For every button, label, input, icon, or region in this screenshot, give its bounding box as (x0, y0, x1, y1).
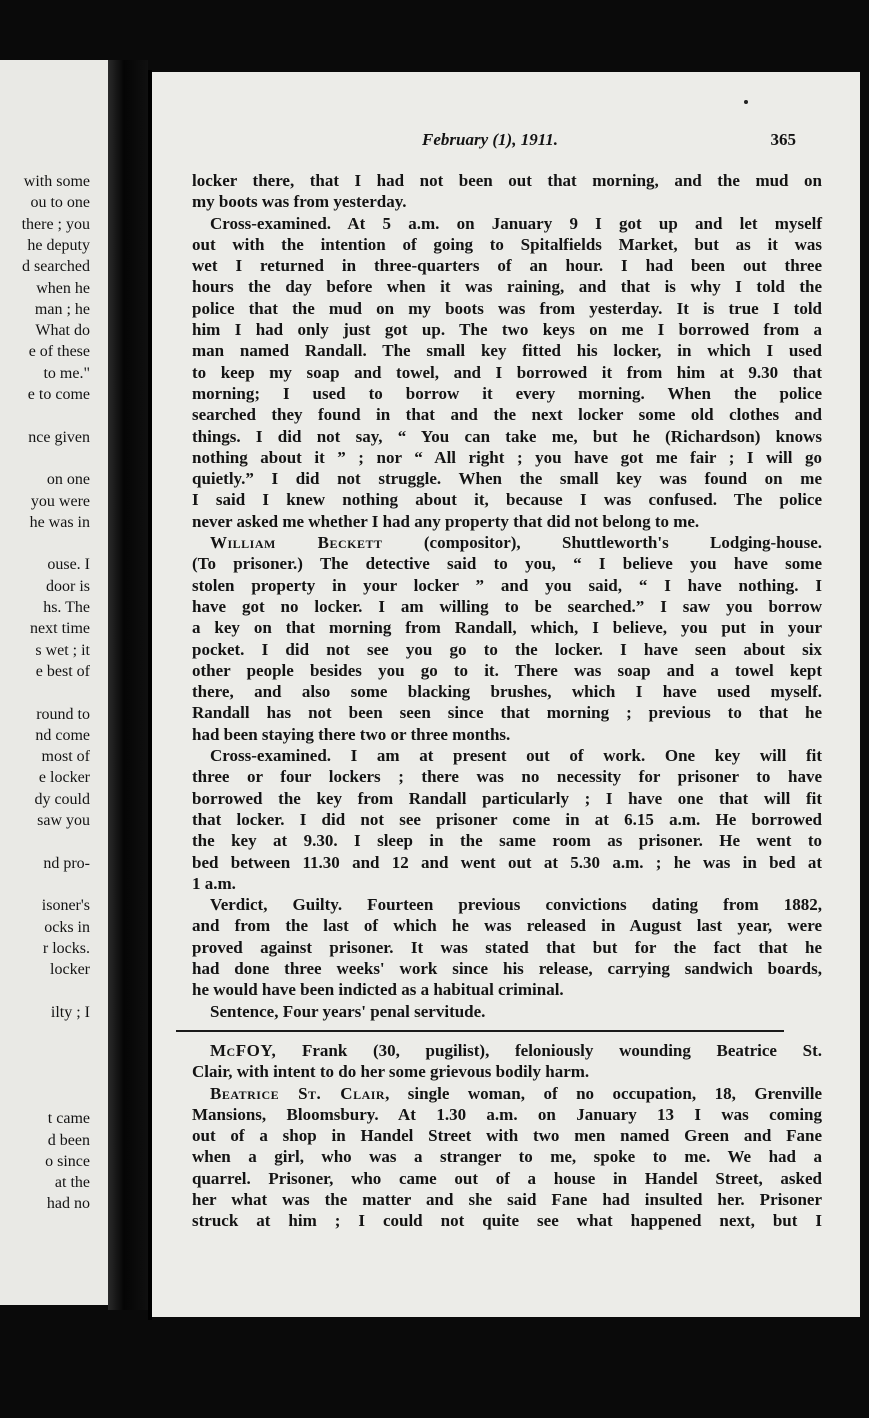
next-case-line: her what was the matter and she said Fane had insulted her. Prisoner (192, 1190, 822, 1210)
ink-dot (744, 100, 748, 104)
facing-page-line: t came (47, 1110, 90, 1128)
facing-page-line: ou to one (30, 194, 90, 212)
facing-page-line: most of (41, 748, 90, 766)
body-line: other people besides you go to it. There was soap and a towel kept (192, 660, 822, 680)
body-line: a key on that morning from Randall, which, I believe, you put in your (192, 618, 822, 638)
body-line: man named Randall. The small key fitted his locker, in which I used (192, 341, 822, 361)
body-line: nothing about it ” ; nor “ All right ; you have got me fair ; I will go (192, 447, 822, 467)
facing-page-line: isoner's (41, 897, 90, 915)
body-line: Verdict, Guilty. Fourteen previous convictions dating from 1882, (210, 895, 822, 915)
next-case-line (192, 1040, 822, 1061)
section-divider (176, 1030, 784, 1032)
facing-page-line: e to come (27, 386, 90, 403)
witness-name: William Beckett (210, 533, 383, 553)
facing-page-line: e of these (28, 343, 90, 361)
body-line: to keep my soap and towel, and I borrowed it from him at 9.30 that (192, 362, 822, 382)
body-line: and from the last of which he was released in August last year, were (192, 916, 822, 936)
facing-page-line: at the (54, 1174, 90, 1192)
body-line: borrowed the key from Randall particularly ; I have one that will fit (192, 788, 822, 808)
facing-page-line: door is (46, 577, 90, 595)
facing-page-line: ouse. I (47, 556, 90, 574)
facing-page-line: d searched (22, 258, 90, 276)
body-line: never asked me whether I had any property that did not belong to me. (192, 511, 700, 531)
body-line: things. I did not say, “ You can take me, but he (Richardson) knows (192, 426, 822, 446)
facing-page-line: you were (30, 492, 90, 510)
next-case-text (192, 1040, 822, 1232)
next-case-line: Mansions, Bloomsbury. At 1.30 a.m. on January 13 I was coming (192, 1104, 822, 1124)
facing-page-line: What do (35, 322, 90, 340)
body-line: my boots was from yesterday. (192, 192, 407, 212)
facing-page-line: had no (46, 1195, 90, 1213)
facing-page-line: nce given (28, 428, 90, 446)
body-line: searched they found in that and the next locker some old clothes and (192, 405, 822, 425)
body-line: he would have been indicted as a habitual criminal. (192, 980, 564, 1000)
witness-name: Beatrice St. Clair (210, 1083, 386, 1103)
body-line: had done three weeks' work since his release, carrying sandwich boards, (192, 958, 822, 978)
defendant-name: McFOY, (210, 1041, 277, 1060)
body-line (192, 532, 822, 553)
body-line: Sentence, Four years' penal servitude. (210, 1001, 486, 1021)
body-line: there, and also some blacking brushes, which I have used myself. (192, 682, 822, 702)
body-line: the key at 9.30. I sleep in the same room as prisoner. He went to (192, 831, 822, 851)
body-line: 1 a.m. (192, 873, 236, 893)
body-line: out with the intention of going to Spitalfields Market, but as it was (192, 234, 822, 254)
facing-page-line: when he (36, 279, 90, 297)
book-gutter (108, 60, 148, 1310)
facing-page-line: nd pro- (43, 854, 90, 872)
body-line: stolen property in your locker ” and you said, “ I have nothing. I (192, 575, 822, 595)
facing-page-line: hs. The (43, 599, 90, 616)
facing-page-line: r locks. (42, 939, 90, 957)
running-head-date: February (1), 1911. (422, 130, 558, 149)
facing-page-line: he deputy (27, 236, 90, 254)
body-line: hours the day before when it was raining, and that is why I told the (192, 277, 822, 297)
body-line: proved against prisoner. It was stated that but for the fact that he (192, 937, 822, 957)
body-line: Cross-examined. At 5 a.m. on January 9 I got up and let myself (210, 213, 822, 233)
next-case-line: quarrel. Prisoner, who came out of a house in Handel Street, asked (192, 1168, 822, 1188)
body-line: have got no locker. I am willing to be searched.” I saw you borrow (192, 596, 822, 616)
next-case-line: struck at him ; I could not quite see what happened next, but I (192, 1211, 822, 1231)
facing-page-line: o since (45, 1152, 90, 1170)
facing-page-line: man ; he (34, 300, 90, 318)
next-case-line: Clair, with intent to do her some grievous bodily harm. (192, 1062, 590, 1082)
body-line: three or four lockers ; there was no necessity for prisoner to have (192, 767, 822, 787)
page-number: 365 (770, 130, 796, 149)
facing-page-line: to me." (43, 364, 90, 382)
body-line: locker there, that I had not been out that morning, and the mud on (192, 171, 822, 190)
body-line: Randall has not been seen since that morning ; previous to that he (192, 703, 822, 723)
facing-page-line: locker (50, 961, 90, 979)
facing-page-line: round to (36, 705, 90, 723)
facing-page-line: ilty ; I (50, 1003, 90, 1021)
body-line: had been staying there two or three months. (192, 724, 511, 744)
facing-page (0, 60, 108, 1305)
facing-page-line: ocks in (44, 918, 90, 936)
facing-page-line: he was in (29, 513, 90, 531)
body-line: morning; I used to borrow it every morning. When the police (192, 383, 822, 403)
body-line: Cross-examined. I am at present out of work. One key will fit (210, 746, 822, 766)
next-case-line: out of a shop in Handel Street with two men named Green and Fane (192, 1126, 822, 1146)
body-line: police that the mud on my boots was from yesterday. It is true I told (192, 298, 822, 318)
facing-page-line: with some (23, 173, 90, 190)
body-text (192, 170, 822, 1022)
facing-page-line: e best of (35, 662, 90, 680)
body-line: wet I returned in three-quarters of an hour. I had been out three (192, 256, 822, 276)
facing-page-line: next time (30, 620, 90, 638)
facing-page-line: d been (47, 1131, 90, 1149)
facing-page-line: on one (46, 471, 90, 489)
main-page (152, 72, 860, 1317)
body-line: him I had only just got up. The two keys on me I borrowed from a (192, 320, 822, 340)
facing-page-line: saw you (37, 812, 90, 829)
running-head (422, 130, 794, 150)
next-case-line-text: , single woman, of no occupation, 18, Grenville (385, 1083, 822, 1103)
body-line-text: (compositor), Shuttleworth's Lodging-house. (423, 533, 823, 553)
next-case-line (192, 1083, 822, 1104)
body-line: quietly.” I did not struggle. When the small key was found on me (192, 469, 822, 489)
facing-page-line: e locker (38, 769, 90, 787)
body-line: that locker. I did not see prisoner come in at 6.15 a.m. He borrowed (192, 809, 822, 829)
body-line: pocket. I did not see you go to the locker. I have seen about six (192, 639, 822, 659)
facing-page-line: there ; you (21, 215, 90, 233)
facing-page-line: dy could (34, 790, 90, 808)
facing-page-line: nd come (35, 726, 90, 744)
body-line: I said I knew nothing about it, because I was confused. The police (192, 490, 822, 510)
next-case-line: when a girl, who was a stranger to me, spoke to me. We had a (192, 1147, 822, 1167)
next-case-line-text: Frank (30, pugilist), feloniously wounding Beatrice St. (301, 1041, 822, 1060)
body-line: bed between 11.30 and 12 and went out at 5.30 a.m. ; he was in bed at (192, 852, 822, 872)
facing-page-line: s wet ; it (35, 641, 90, 659)
body-line: (To prisoner.) The detective said to you, “ I believe you have some (192, 554, 822, 574)
